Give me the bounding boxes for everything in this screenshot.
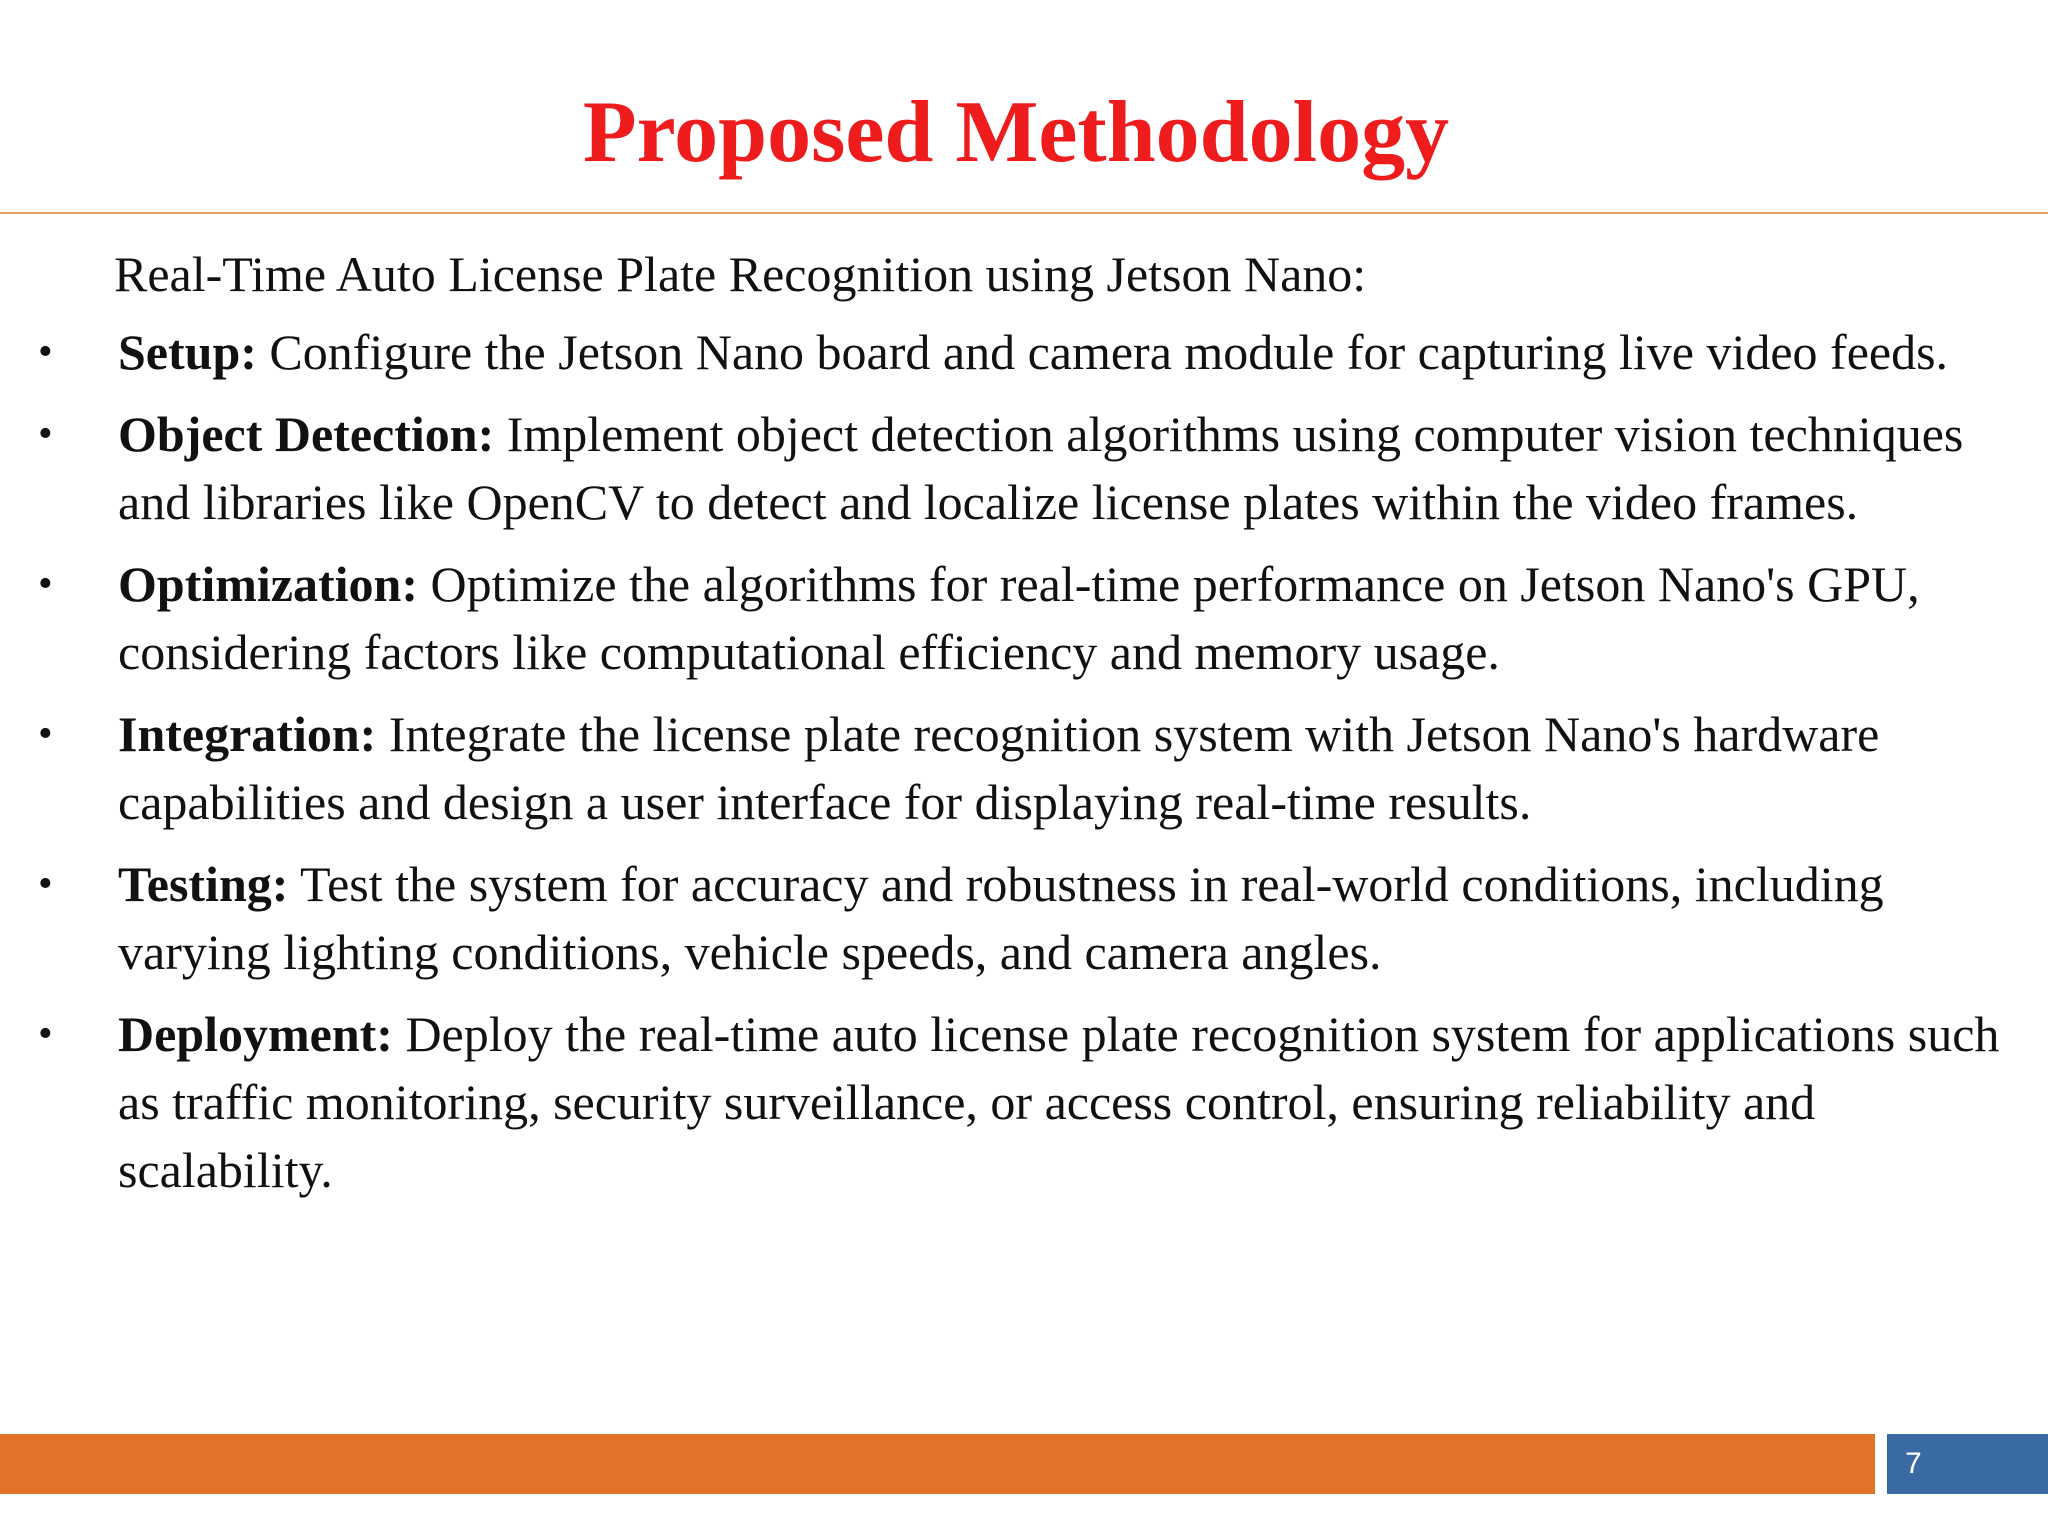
slide-title: Proposed Methodology	[582, 84, 1450, 181]
bullet-item-testing	[0, 850, 2000, 986]
bullet-list	[0, 318, 2000, 1218]
bullet-term: Testing:	[118, 856, 289, 912]
bullet-text: Integrate the license plate recognition system with Jetson Nano's hardware capabilities and design a user interface for displaying real-time results.	[118, 706, 1880, 830]
bullet-term: Deployment:	[118, 1006, 393, 1062]
bullet-dot: •	[38, 329, 53, 375]
bullet-text: Optimize the algorithms for real-time performance on Jetson Nano's GPU, considering factors like computational efficiency and memory usage.	[118, 556, 1920, 680]
footer-bar	[0, 1434, 1875, 1494]
intro-text: Real-Time Auto License Plate Recognition using Jetson Nano:	[114, 246, 1367, 302]
page-number-box	[1887, 1434, 2048, 1494]
bullet-dot: •	[38, 861, 53, 907]
bullet-item-deployment	[0, 1000, 2000, 1204]
bullet-item-object-detection	[0, 400, 2000, 536]
bullet-term: Optimization:	[118, 556, 418, 612]
bullet-item-setup	[0, 318, 2000, 386]
bullet-term: Object Detection:	[118, 406, 495, 462]
title-divider	[0, 212, 2048, 214]
bullet-dot: •	[38, 411, 53, 457]
bullet-item-optimization	[0, 550, 2000, 686]
bullet-term: Setup:	[118, 324, 257, 380]
bullet-text: Configure the Jetson Nano board and camera module for capturing live video feeds.	[256, 324, 1949, 380]
bullet-text: Test the system for accuracy and robustness in real-world conditions, including varying lighting conditions, vehicle speeds, and camera angles.	[118, 856, 1884, 980]
bullet-term: Integration:	[118, 706, 377, 762]
bullet-dot: •	[38, 711, 53, 757]
bullet-dot: •	[38, 561, 53, 607]
bullet-text: Implement object detection algorithms using computer vision techniques and libraries like OpenCV to detect and localize license plates within the video frames.	[118, 406, 1964, 530]
bullet-text: Deploy the real-time auto license plate recognition system for applications such as traffic monitoring, security surveillance, or access control, ensuring reliability and scalability.	[118, 1006, 2000, 1198]
bullet-item-integration	[0, 700, 2000, 836]
bullet-dot: •	[38, 1011, 53, 1057]
page-number: 7	[1905, 1447, 1922, 1480]
